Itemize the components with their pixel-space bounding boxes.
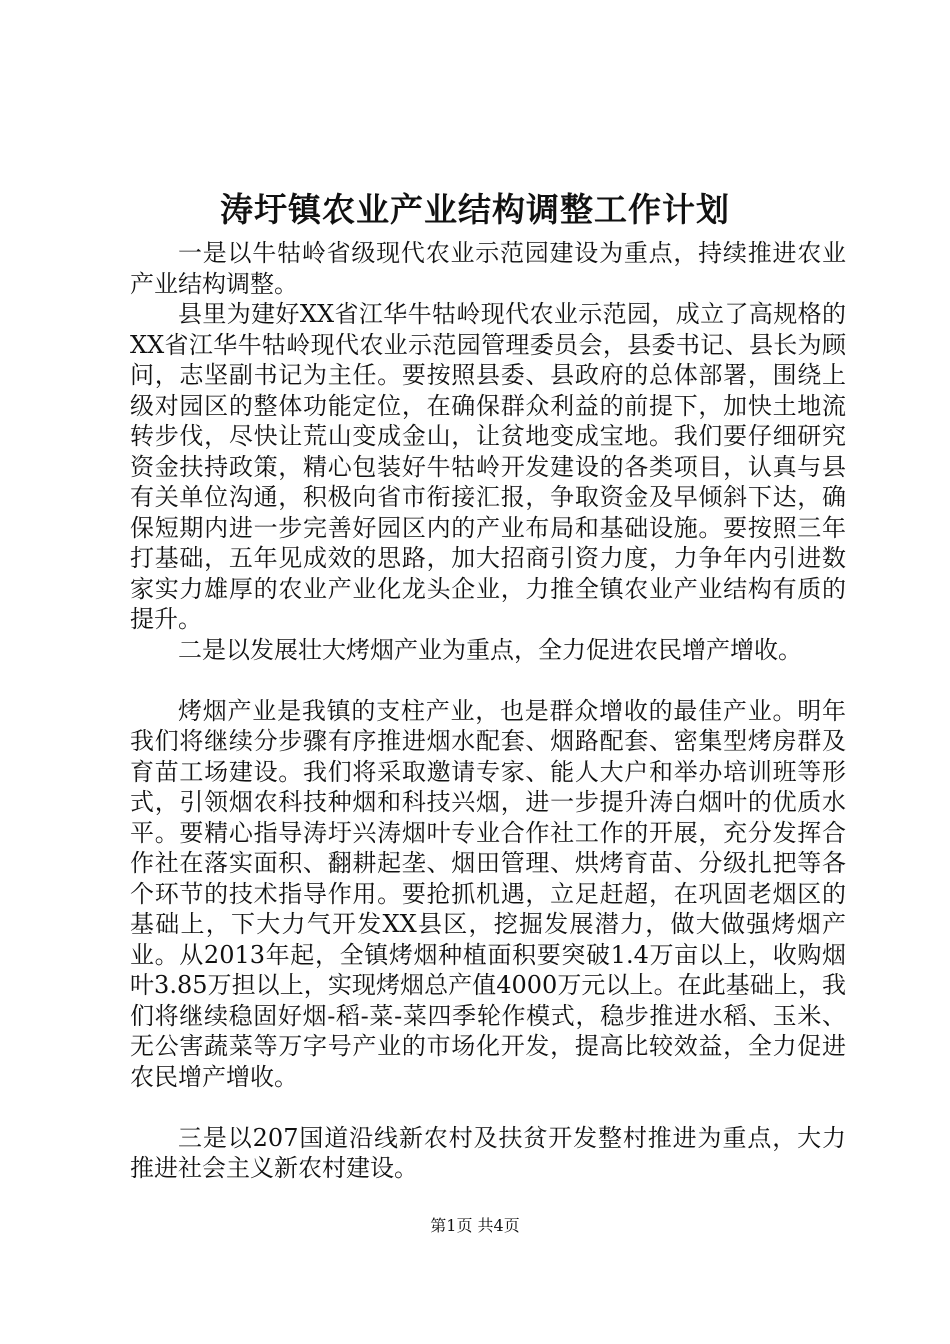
- document-body: [130, 238, 846, 1184]
- paragraph-2: 县里为建好XX省江华牛牯岭现代农业示范园，成立了高规格的XX省江华牛牯岭现代农业示范园管理委员会，县委书记、县长为顾问，志坚副书记为主任。要按照县委、县政府的总体部署，围绕上级对园区的整体功能定位，在确保群众利益的前提下，加快土地流转步伐，尽快让荒山变成金山，让贫地变成宝地。我们要仔细研究资金扶持政策，精心包装好牛牯岭开发建设的各类项目，认真与县有关单位沟通，积极向省市衔接汇报，争取资金及早倾斜下达，确保短期内进一步完善好园区内的产业布局和基础设施。要按照三年打基础，五年见成效的思路，加大招商引资力度，力争年内引进数家实力雄厚的农业产业化龙头企业，力推全镇农业产业结构有质的提升。: [130, 300, 846, 633]
- paragraph-1: 一是以牛牯岭省级现代农业示范园建设为重点，持续推进农业产业结构调整。: [130, 239, 846, 298]
- document-title: 涛圩镇农业产业结构调整工作计划: [220, 190, 730, 229]
- paragraph-5: 三是以207国道沿线新农村及扶贫开发整村推进为重点，大力推进社会主义新农村建设。: [130, 1123, 846, 1182]
- paragraph-3: 二是以发展壮大烤烟产业为重点，全力促进农民增产增收。: [178, 635, 802, 664]
- page-number-footer: 第1页 共4页: [430, 1216, 520, 1235]
- paragraph-4: 烤烟产业是我镇的支柱产业，也是群众增收的最佳产业。明年我们将继续分步骤有序推进烟水配套、烟路配套、密集型烤房群及育苗工场建设。我们将采取邀请专家、能人大户和举办培训班等形式，引领烟农科技种烟和科技兴烟，进一步提升涛白烟叶的优质水平。要精心指导涛圩兴涛烟叶专业合作社工作的开展，充分发挥合作社在落实面积、翻耕起垄、烟田管理、烘烤育苗、分级扎把等各个环节的技术指导作用。要抢抓机遇，立足赶超，在巩固老烟区的基础上，下大力气开发XX县区，挖掘发展潜力，做大做强烤烟产业。从2013年起，全镇烤烟种植面积要突破1.4万亩以上，收购烟叶3.85万担以上，实现烤烟总产值4000万元以上。在此基础上，我们将继续稳固好烟-稻-菜-菜四季轮作模式，稳步推进水稻、玉米、无公害蔬菜等万字号产业的市场化开发，提高比较效益，全力促进农民增产增收。: [130, 696, 846, 1091]
